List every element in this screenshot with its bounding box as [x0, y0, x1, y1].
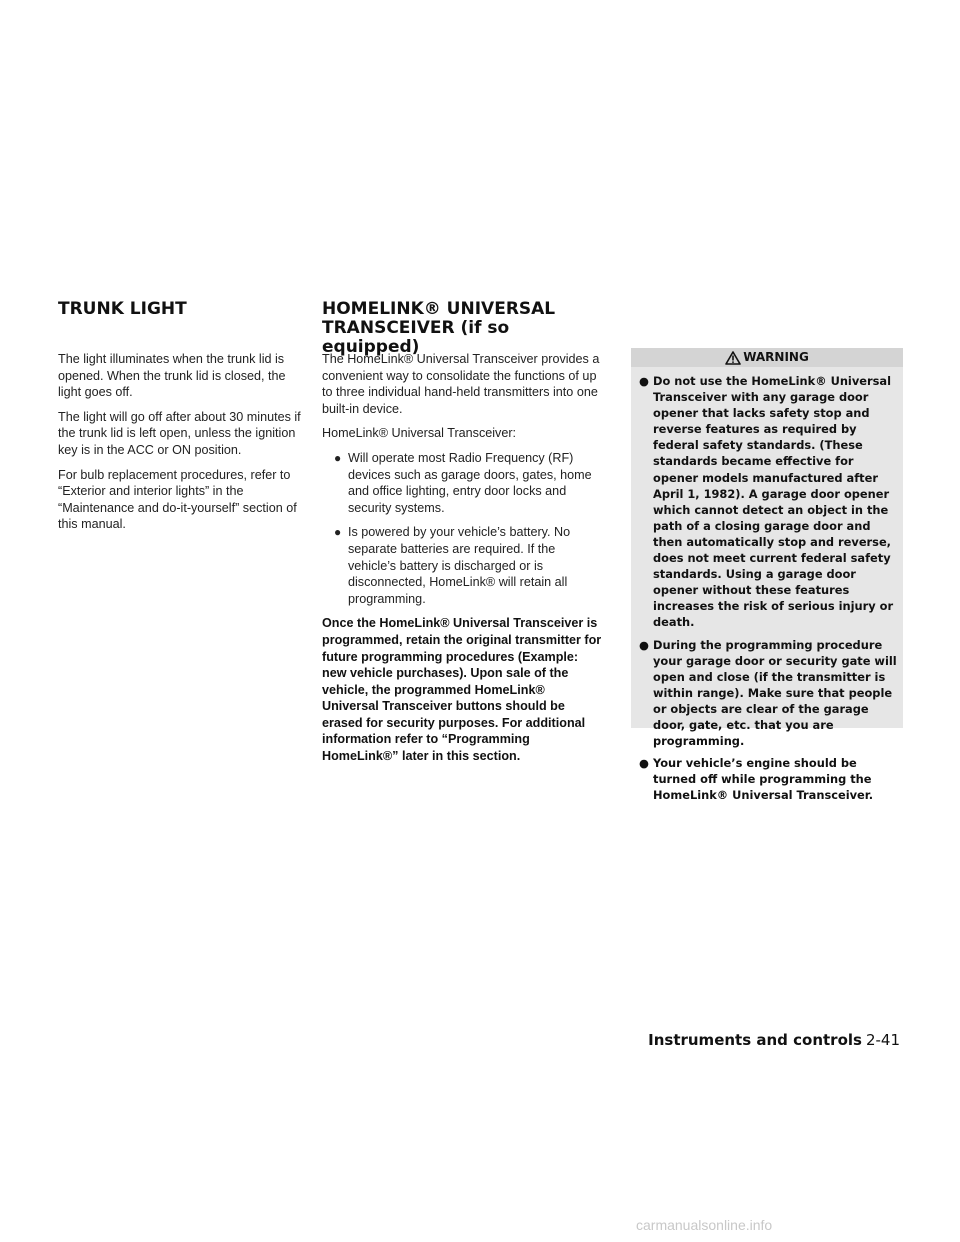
- list-item-text: Will operate most Radio Frequency (RF) devices such as garage doors, gates, home and office lighting, entry door locks and security systems.: [348, 450, 592, 515]
- homelink-column: [322, 351, 604, 773]
- list-item: [322, 524, 604, 607]
- warning-item-text: During the programming procedure your garage door or security gate will open and close (if the transmitter is within range). Make sure that people or objects are clear of the garage door, gate, etc. that you are programming.: [653, 637, 897, 749]
- bullet-icon: ●: [639, 756, 649, 771]
- trunk-paragraph: For bulb replacement procedures, refer to “Exterior and interior lights” in the “Maintenance and do-it-yourself” section of this manual.: [58, 467, 297, 532]
- warning-header: [631, 348, 903, 367]
- bullet-icon: ●: [639, 637, 649, 652]
- bullet-icon: ●: [639, 374, 649, 388]
- warning-title: WARNING: [743, 350, 809, 365]
- homelink-heading: [322, 300, 602, 357]
- homelink-heading-line2: TRANSCEIVER (if so equipped): [322, 318, 510, 357]
- warning-item: [639, 373, 897, 631]
- page-footer: [600, 1031, 900, 1049]
- watermark: carmanualsonline.info: [636, 1217, 773, 1233]
- warning-box: [631, 348, 903, 803]
- list-item-text: Is powered by your vehicle’s battery. No separate batteries are required. If the vehicle’s battery is discharged or is disconnected, HomeLink® will retain all programming.: [348, 525, 571, 606]
- trunk-paragraph: The light will go off after about 30 minutes if the trunk lid is left open, unless the ignition key is in the ACC or ON position.: [58, 409, 301, 457]
- trunk-paragraph: The light illuminates when the trunk lid is opened. When the trunk lid is closed, the light goes off.: [58, 352, 286, 400]
- bullet-icon: ●: [334, 450, 342, 465]
- homelink-list-intro: HomeLink® Universal Transceiver:: [322, 426, 517, 441]
- list-item: [322, 450, 604, 516]
- homelink-heading-line1: HOMELINK® UNIVERSAL: [322, 299, 556, 319]
- page-number: 2-41: [865, 1031, 900, 1049]
- homelink-bold-note: Once the HomeLink® Universal Transceiver is programmed, retain the original transmitter for future programming procedures (Example: new vehicle purchases). Upon sale of the vehicle, the programmed HomeLink® Universal Transceiver buttons should be erased for security purposes. For additional information refer to “Programming HomeLink®” later in this section.: [322, 616, 602, 764]
- homelink-intro: The HomeLink® Universal Transceiver provides a convenient way to consolidate the functions of up to three individual hand-held transmitters into one built-in device.: [322, 352, 600, 416]
- trunk-light-heading: TRUNK LIGHT: [58, 299, 187, 319]
- trunk-light-column: [58, 351, 310, 541]
- bullet-icon: ●: [334, 525, 342, 540]
- footer-section-title: Instruments and controls: [648, 1031, 862, 1049]
- warning-triangle-icon: [725, 351, 741, 365]
- warning-item-text: Your vehicle’s engine should be turned off while programming the HomeLink® Universal Transceiver.: [653, 756, 874, 803]
- warning-item-text: Do not use the HomeLink® Universal Transceiver with any garage door opener that lacks safety stop and reverse features as required by federal safety standards. (These standards became effective for opener models manufactured after April 1, 1982). A garage door opener which cannot detect an object in the path of a closing garage door and then automatically stop and reverse, does not meet current federal safety standards. Using a garage door opener without these features increases the risk of serious injury or death.: [653, 374, 894, 630]
- warning-item: [639, 755, 897, 803]
- warning-item: [639, 637, 897, 750]
